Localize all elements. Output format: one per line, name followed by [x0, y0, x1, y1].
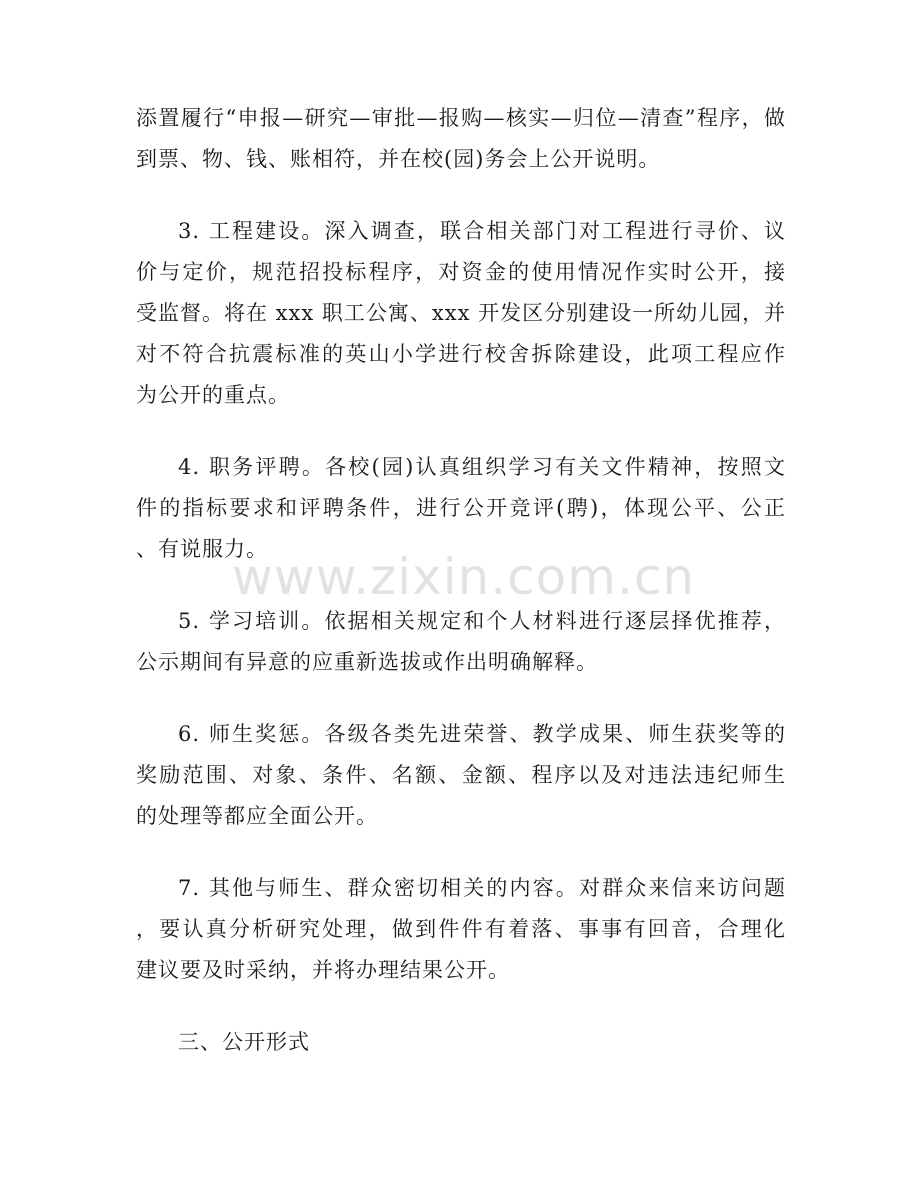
text-line: 7. 其他与师生、群众密切相关的内容。对群众来信来访问题 — [178, 876, 786, 900]
text-line: 3. 工程建设。深入调查，联合相关部门对工程进行寻价、议 — [178, 219, 786, 243]
text-line: 5. 学习培训。依据相关规定和个人材料进行逐层择优推荐， — [178, 609, 786, 633]
text-line: 、有说服力。 — [136, 537, 268, 561]
text-line: 4. 职务评聘。各校(园)认真组织学习有关文件精神，按照文 — [178, 455, 786, 479]
text-line: 对不符合抗震标准的英山小学进行校舍拆除建设，此项工程应作 — [136, 342, 786, 366]
section-heading-disclosure-form — [136, 1022, 786, 1063]
paragraph-procurement-cont — [136, 98, 786, 180]
paragraph-item-6 — [136, 714, 786, 837]
text-line: 价与定价，规范招投标程序，对资金的使用情况作实时公开，接 — [136, 260, 786, 284]
text-line: 受监督。将在 xxx 职工公寓、xxx 开发区分别建设一所幼儿园，并 — [136, 301, 787, 325]
text-line: 公示期间有异意的应重新选拔或作出明确解释。 — [136, 650, 598, 674]
document-body — [136, 98, 786, 1094]
text-line: 建议要及时采纳，并将办理结果公开。 — [136, 958, 510, 982]
paragraph-item-5 — [136, 601, 786, 683]
text-line: 的处理等都应全面公开。 — [136, 804, 378, 828]
paragraph-item-7 — [136, 868, 786, 991]
text-line: 到票、物、钱、账相符，并在校(园)务会上公开说明。 — [136, 147, 661, 171]
paragraph-item-3 — [136, 211, 786, 416]
text-line: 奖励范围、对象、条件、名额、金额、程序以及对违法违纪师生 — [136, 763, 786, 787]
text-line: 添置履行“申报—研究—审批—报购—核实—归位—清查”程序，做 — [136, 106, 786, 130]
section-heading-text: 三、公开形式 — [178, 1030, 310, 1054]
watermark-text: www.zixin.com.cn — [232, 548, 696, 606]
text-line: 6. 师生奖惩。各级各类先进荣誉、教学成果、师生获奖等的 — [178, 722, 786, 746]
text-line: ，要认真分析研究处理，做到件件有着落、事事有回音，合理化 — [136, 917, 786, 941]
text-line: 为公开的重点。 — [136, 383, 290, 407]
paragraph-item-4 — [136, 447, 786, 570]
text-line: 件的指标要求和评聘条件，进行公开竞评(聘)，体现公平、公正 — [136, 496, 786, 520]
